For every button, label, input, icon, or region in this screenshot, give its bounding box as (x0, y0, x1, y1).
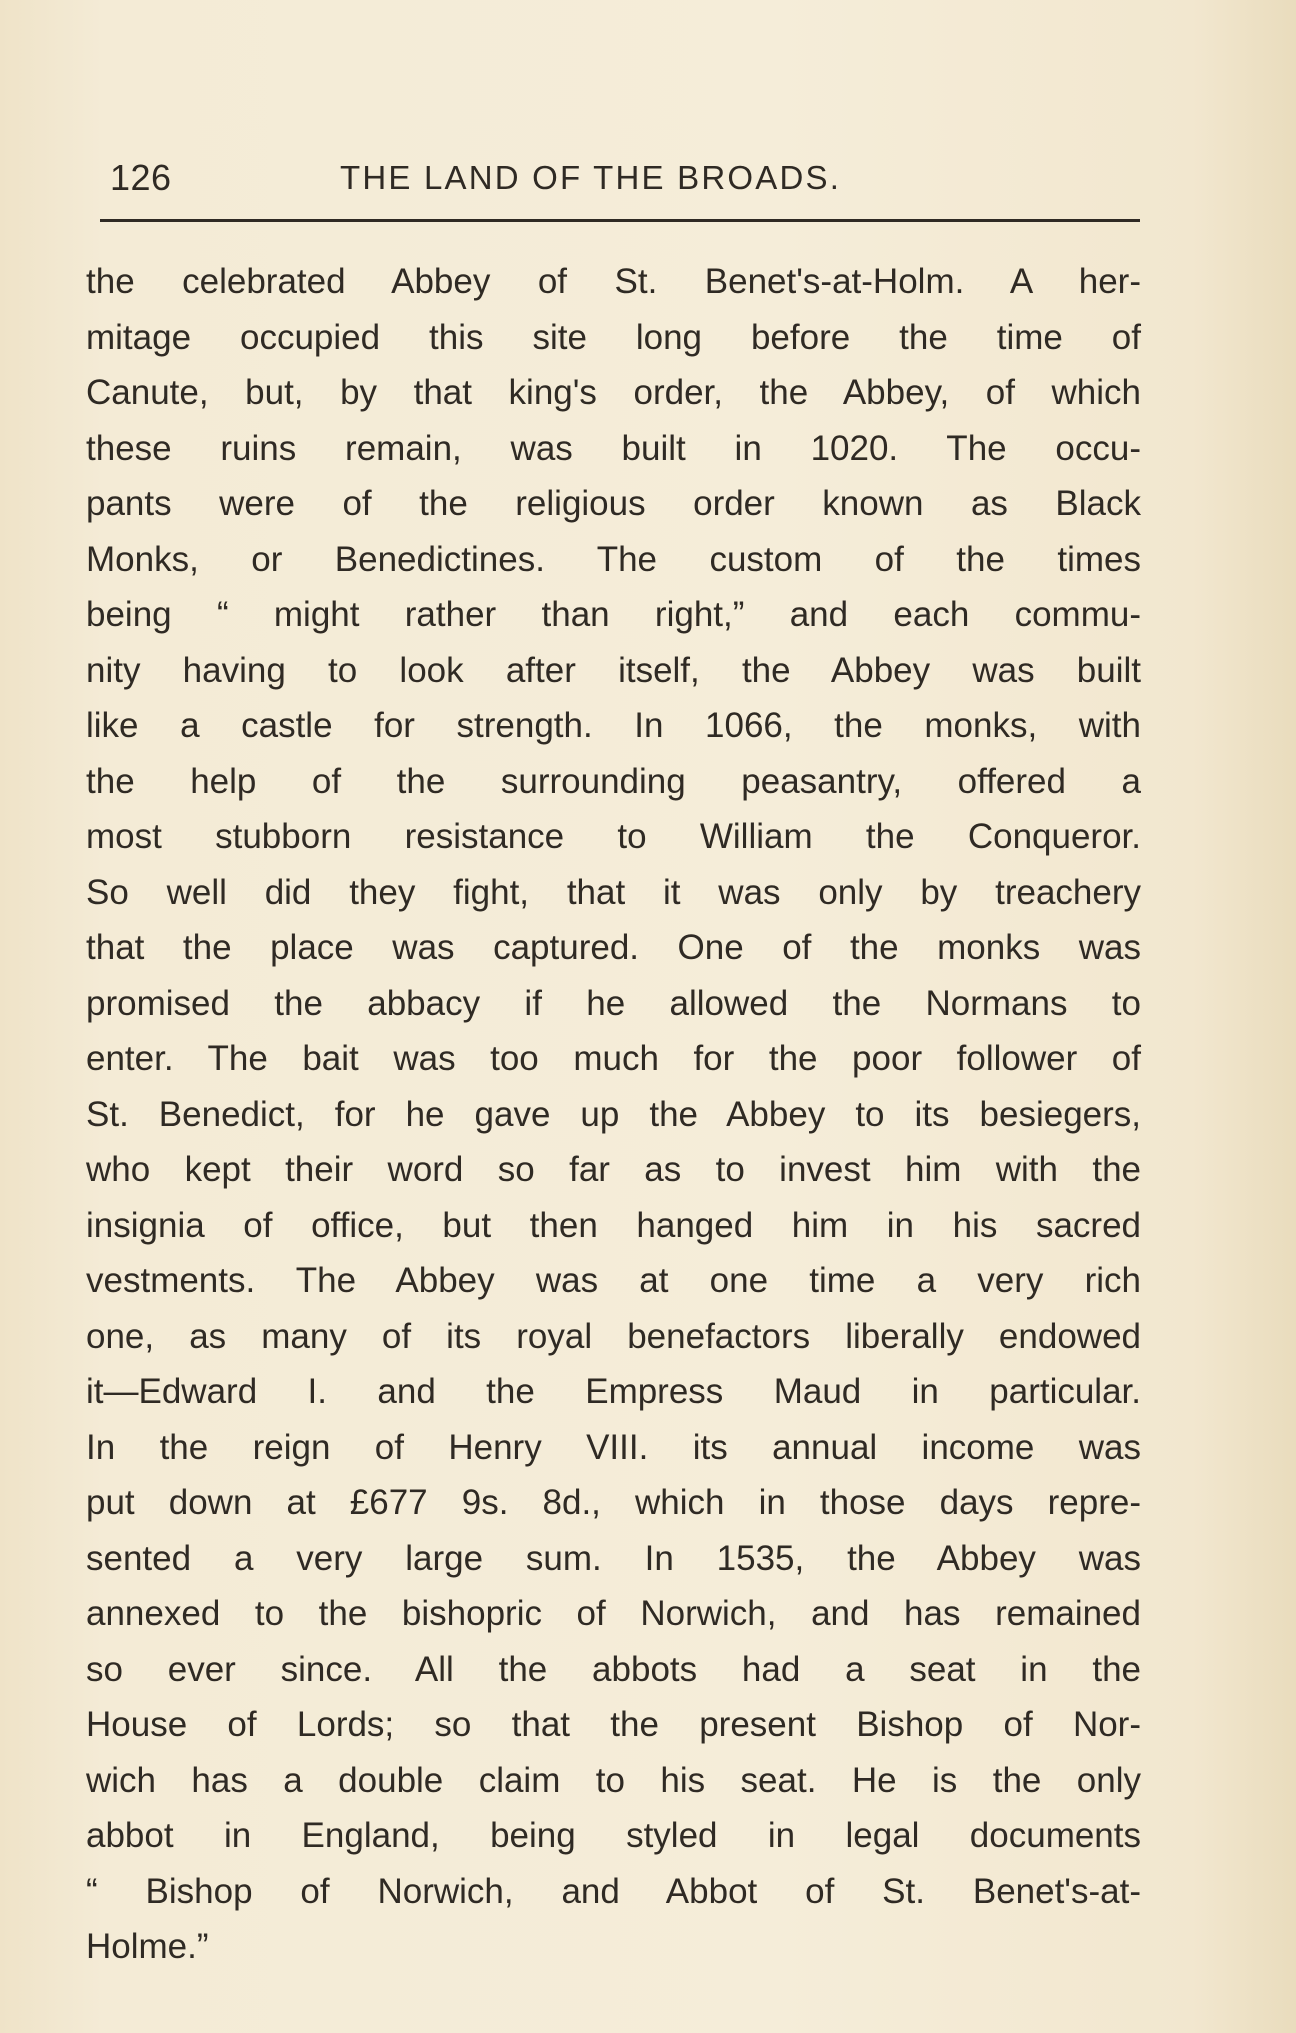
text-line: it—Edward I. and the Empress Maud in particular. (86, 1372, 1141, 1411)
text-line: nity having to look after itself, the Abbey was built (86, 650, 1141, 690)
text-line: that the place was captured. One of the monks was (86, 928, 1141, 967)
text-line: mitage occupied this site long before the time of (86, 317, 1141, 357)
text-line: like a castle for strength. In 1066, the monks, with (86, 706, 1141, 745)
text-line: So well did they fight, that it was only by treachery (86, 872, 1141, 912)
page-header (110, 156, 1140, 200)
text-line: put down at £677 9s. 8d., which in those days repre- (86, 1483, 1141, 1522)
text-line: one, as many of its royal benefactors liberally endowed (86, 1316, 1141, 1356)
text-line: these ruins remain, was built in 1020. The occu- (86, 428, 1141, 468)
text-line: promised the abbacy if he allowed the Normans to (86, 983, 1141, 1023)
text-line: who kept their word so far as to invest him with the (86, 1150, 1141, 1189)
text-line: vestments. The Abbey was at one time a very rich (86, 1261, 1141, 1300)
text-line: Canute, but, by that king's order, the Abbey, of which (86, 373, 1141, 412)
text-line: St. Benedict, for he gave up the Abbey to its besiegers, (86, 1094, 1141, 1134)
text-line: “ Bishop of Norwich, and Abbot of St. Benet's-at- (86, 1871, 1141, 1911)
text-line: abbot in England, being styled in legal documents (86, 1816, 1141, 1855)
text-line: House of Lords; so that the present Bishop of Nor- (86, 1705, 1141, 1744)
text-line: the celebrated Abbey of St. Benet's-at-Holm. A her- (86, 262, 1141, 301)
body-text (86, 254, 1141, 1975)
page-number: 126 (110, 157, 172, 198)
text-line: Holme.” (86, 1927, 209, 1966)
text-line: enter. The bait was too much for the poor follower of (86, 1039, 1141, 1078)
text-line: insignia of office, but then hanged him in his sacred (86, 1205, 1141, 1245)
text-line: the help of the surrounding peasantry, offered a (86, 761, 1141, 801)
text-line: sented a very large sum. In 1535, the Abbey was (86, 1538, 1141, 1578)
text-line: In the reign of Henry VIII. its annual income was (86, 1427, 1141, 1467)
header-rule (100, 219, 1140, 222)
text-line: wich has a double claim to his seat. He is the only (86, 1760, 1141, 1800)
running-title: THE LAND OF THE BROADS. (340, 159, 842, 196)
text-line: most stubborn resistance to William the Conqueror. (86, 817, 1141, 856)
text-line: pants were of the religious order known as Black (86, 484, 1141, 523)
text-line: so ever since. All the abbots had a seat in the (86, 1649, 1141, 1689)
text-line: Monks, or Benedictines. The custom of the times (86, 539, 1141, 579)
text-line: being “ might rather than right,” and each commu- (86, 595, 1141, 634)
text-line: annexed to the bishopric of Norwich, and has remained (86, 1594, 1141, 1633)
